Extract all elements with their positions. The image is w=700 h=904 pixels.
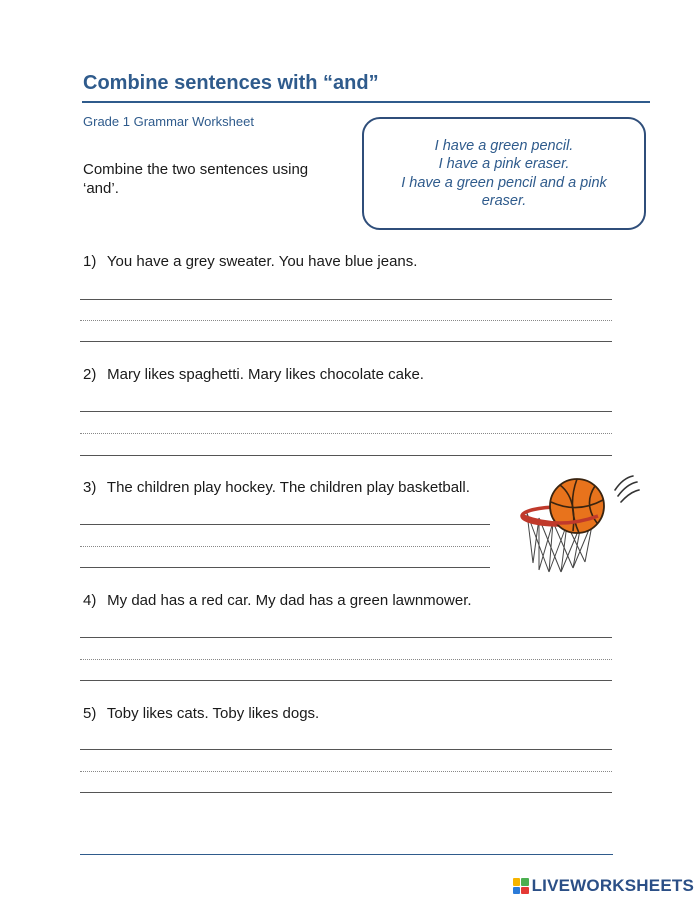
answer-line[interactable] <box>80 680 612 681</box>
answer-line[interactable] <box>80 567 490 568</box>
question-number: 4) <box>83 592 97 609</box>
guide-line <box>80 433 612 434</box>
example-combined-sentence: I have a green pencil and a pink eraser. <box>401 174 607 209</box>
example-sentence-1: I have a green pencil. <box>434 137 574 154</box>
answer-line[interactable] <box>80 341 612 342</box>
answer-line[interactable] <box>80 792 612 793</box>
question-text: You have a grey sweater. You have blue jeans. <box>106 253 418 270</box>
example-sentence-2: I have a pink eraser. <box>438 156 570 172</box>
guide-line <box>80 320 612 321</box>
answer-line[interactable] <box>80 637 612 638</box>
basketball-hoop-icon <box>515 468 645 578</box>
question-1 <box>83 253 417 270</box>
brand-name: LIVEWORKSHEETS <box>531 876 694 895</box>
question-text: Toby likes cats. Toby likes dogs. <box>106 705 320 722</box>
brand-icon <box>513 878 529 894</box>
guide-line <box>80 546 490 547</box>
answer-line[interactable] <box>80 411 612 412</box>
instructions-text: Combine the two sentences using ‘and’. <box>83 161 309 197</box>
answer-line[interactable] <box>80 524 490 525</box>
question-text: My dad has a red car. My dad has a green lawnmower. <box>107 592 472 609</box>
question-number: 1) <box>83 253 97 270</box>
answer-line[interactable] <box>80 455 612 456</box>
guide-line <box>80 771 612 772</box>
question-number: 3) <box>83 479 97 496</box>
question-number: 5) <box>83 705 97 722</box>
answer-line[interactable] <box>80 749 612 750</box>
guide-line <box>80 659 612 660</box>
question-3 <box>83 479 470 496</box>
worksheet-subtitle: Grade 1 Grammar Worksheet <box>83 114 254 129</box>
question-text: The children play hockey. The children play basketball. <box>106 479 470 496</box>
answer-line[interactable] <box>80 299 612 300</box>
question-text: Mary likes spaghetti. Mary likes chocolate cake. <box>107 366 424 383</box>
footer-divider <box>80 854 613 855</box>
question-5 <box>83 705 319 722</box>
example-box <box>362 117 646 230</box>
question-2 <box>83 366 424 383</box>
worksheet-title: Combine sentences with “and” <box>83 72 379 94</box>
question-number: 2) <box>83 366 97 383</box>
title-divider <box>82 101 650 103</box>
question-4 <box>83 592 472 609</box>
liveworksheets-logo[interactable] <box>513 876 694 896</box>
